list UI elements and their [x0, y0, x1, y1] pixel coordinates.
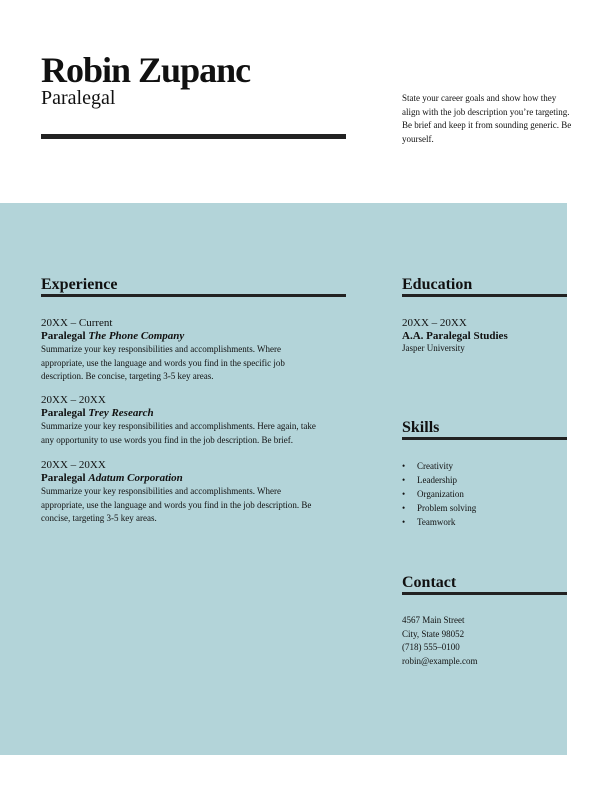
experience-description: Summarize your key responsibilities and accomplishments. Here again, take any opportunity to use words you find in the job description. Be brief.	[41, 421, 316, 445]
experience-dates: 20XX – 20XX	[41, 459, 106, 471]
role-title: Paralegal	[41, 472, 86, 484]
contact-email[interactable]: robin@example.com	[402, 655, 478, 666]
education-heading: Education	[402, 276, 473, 293]
skill-item	[402, 459, 476, 473]
company-name: Adatum Corporation	[88, 472, 183, 484]
job-title: Paralegal	[41, 87, 116, 109]
skill-label: Creativity	[417, 461, 453, 471]
skill-item	[402, 515, 476, 529]
education-degree: A.A. Paralegal Studies	[402, 330, 508, 342]
experience-entry	[41, 459, 321, 526]
role-title: Paralegal	[41, 330, 86, 342]
contact-heading: Contact	[402, 574, 457, 591]
contact-city: City, State 98052	[402, 628, 465, 639]
education-dates: 20XX – 20XX	[402, 317, 467, 329]
company-name: The Phone Company	[88, 330, 185, 342]
skills-list	[402, 459, 476, 529]
education-divider	[402, 294, 567, 297]
bullet-icon: •	[402, 503, 406, 513]
skill-label: Teamwork	[417, 517, 456, 527]
contact-phone: (718) 555–0100	[402, 642, 460, 652]
experience-entry	[41, 394, 321, 447]
skills-heading: Skills	[402, 419, 440, 436]
education-entry	[402, 317, 572, 354]
bullet-icon: •	[402, 461, 406, 471]
contact-street: 4567 Main Street	[402, 615, 465, 625]
skills-divider	[402, 437, 567, 440]
company-name: Trey Research	[88, 407, 154, 419]
role-title: Paralegal	[41, 407, 86, 419]
skill-item	[402, 487, 476, 501]
experience-entry	[41, 317, 321, 384]
objective-text: State your career goals and show how they align with the job description you’re targeting. Be brief and keep it from sounding generic. Be yourself.	[402, 93, 572, 144]
contact-divider	[402, 592, 567, 595]
experience-dates: 20XX – 20XX	[41, 394, 106, 406]
bullet-icon: •	[402, 475, 406, 485]
experience-description: Summarize your key responsibilities and accomplishments. Where appropriate, use the language and words you find in the specific job description. Be concise, targeting 3-5 key areas.	[41, 344, 285, 381]
experience-heading: Experience	[41, 276, 118, 293]
skill-item	[402, 473, 476, 487]
education-school: Jasper University	[402, 343, 465, 353]
experience-description: Summarize your key responsibilities and accomplishments. Where appropriate, use the language and words you find in the job description. Be concise, targeting 3-5 key areas.	[41, 486, 312, 523]
bullet-icon: •	[402, 517, 406, 527]
title-divider	[41, 134, 346, 139]
experience-dates: 20XX – Current	[41, 317, 113, 329]
skill-item	[402, 501, 476, 515]
experience-role	[41, 472, 321, 485]
skill-label: Organization	[417, 489, 464, 499]
experience-role	[41, 330, 321, 343]
experience-role	[41, 407, 321, 420]
skill-label: Leadership	[417, 475, 457, 485]
experience-divider	[41, 294, 346, 297]
skill-label: Problem solving	[417, 503, 477, 513]
contact-block	[402, 614, 478, 668]
resume-name: Robin Zupanc	[41, 50, 251, 90]
bullet-icon: •	[402, 489, 406, 499]
